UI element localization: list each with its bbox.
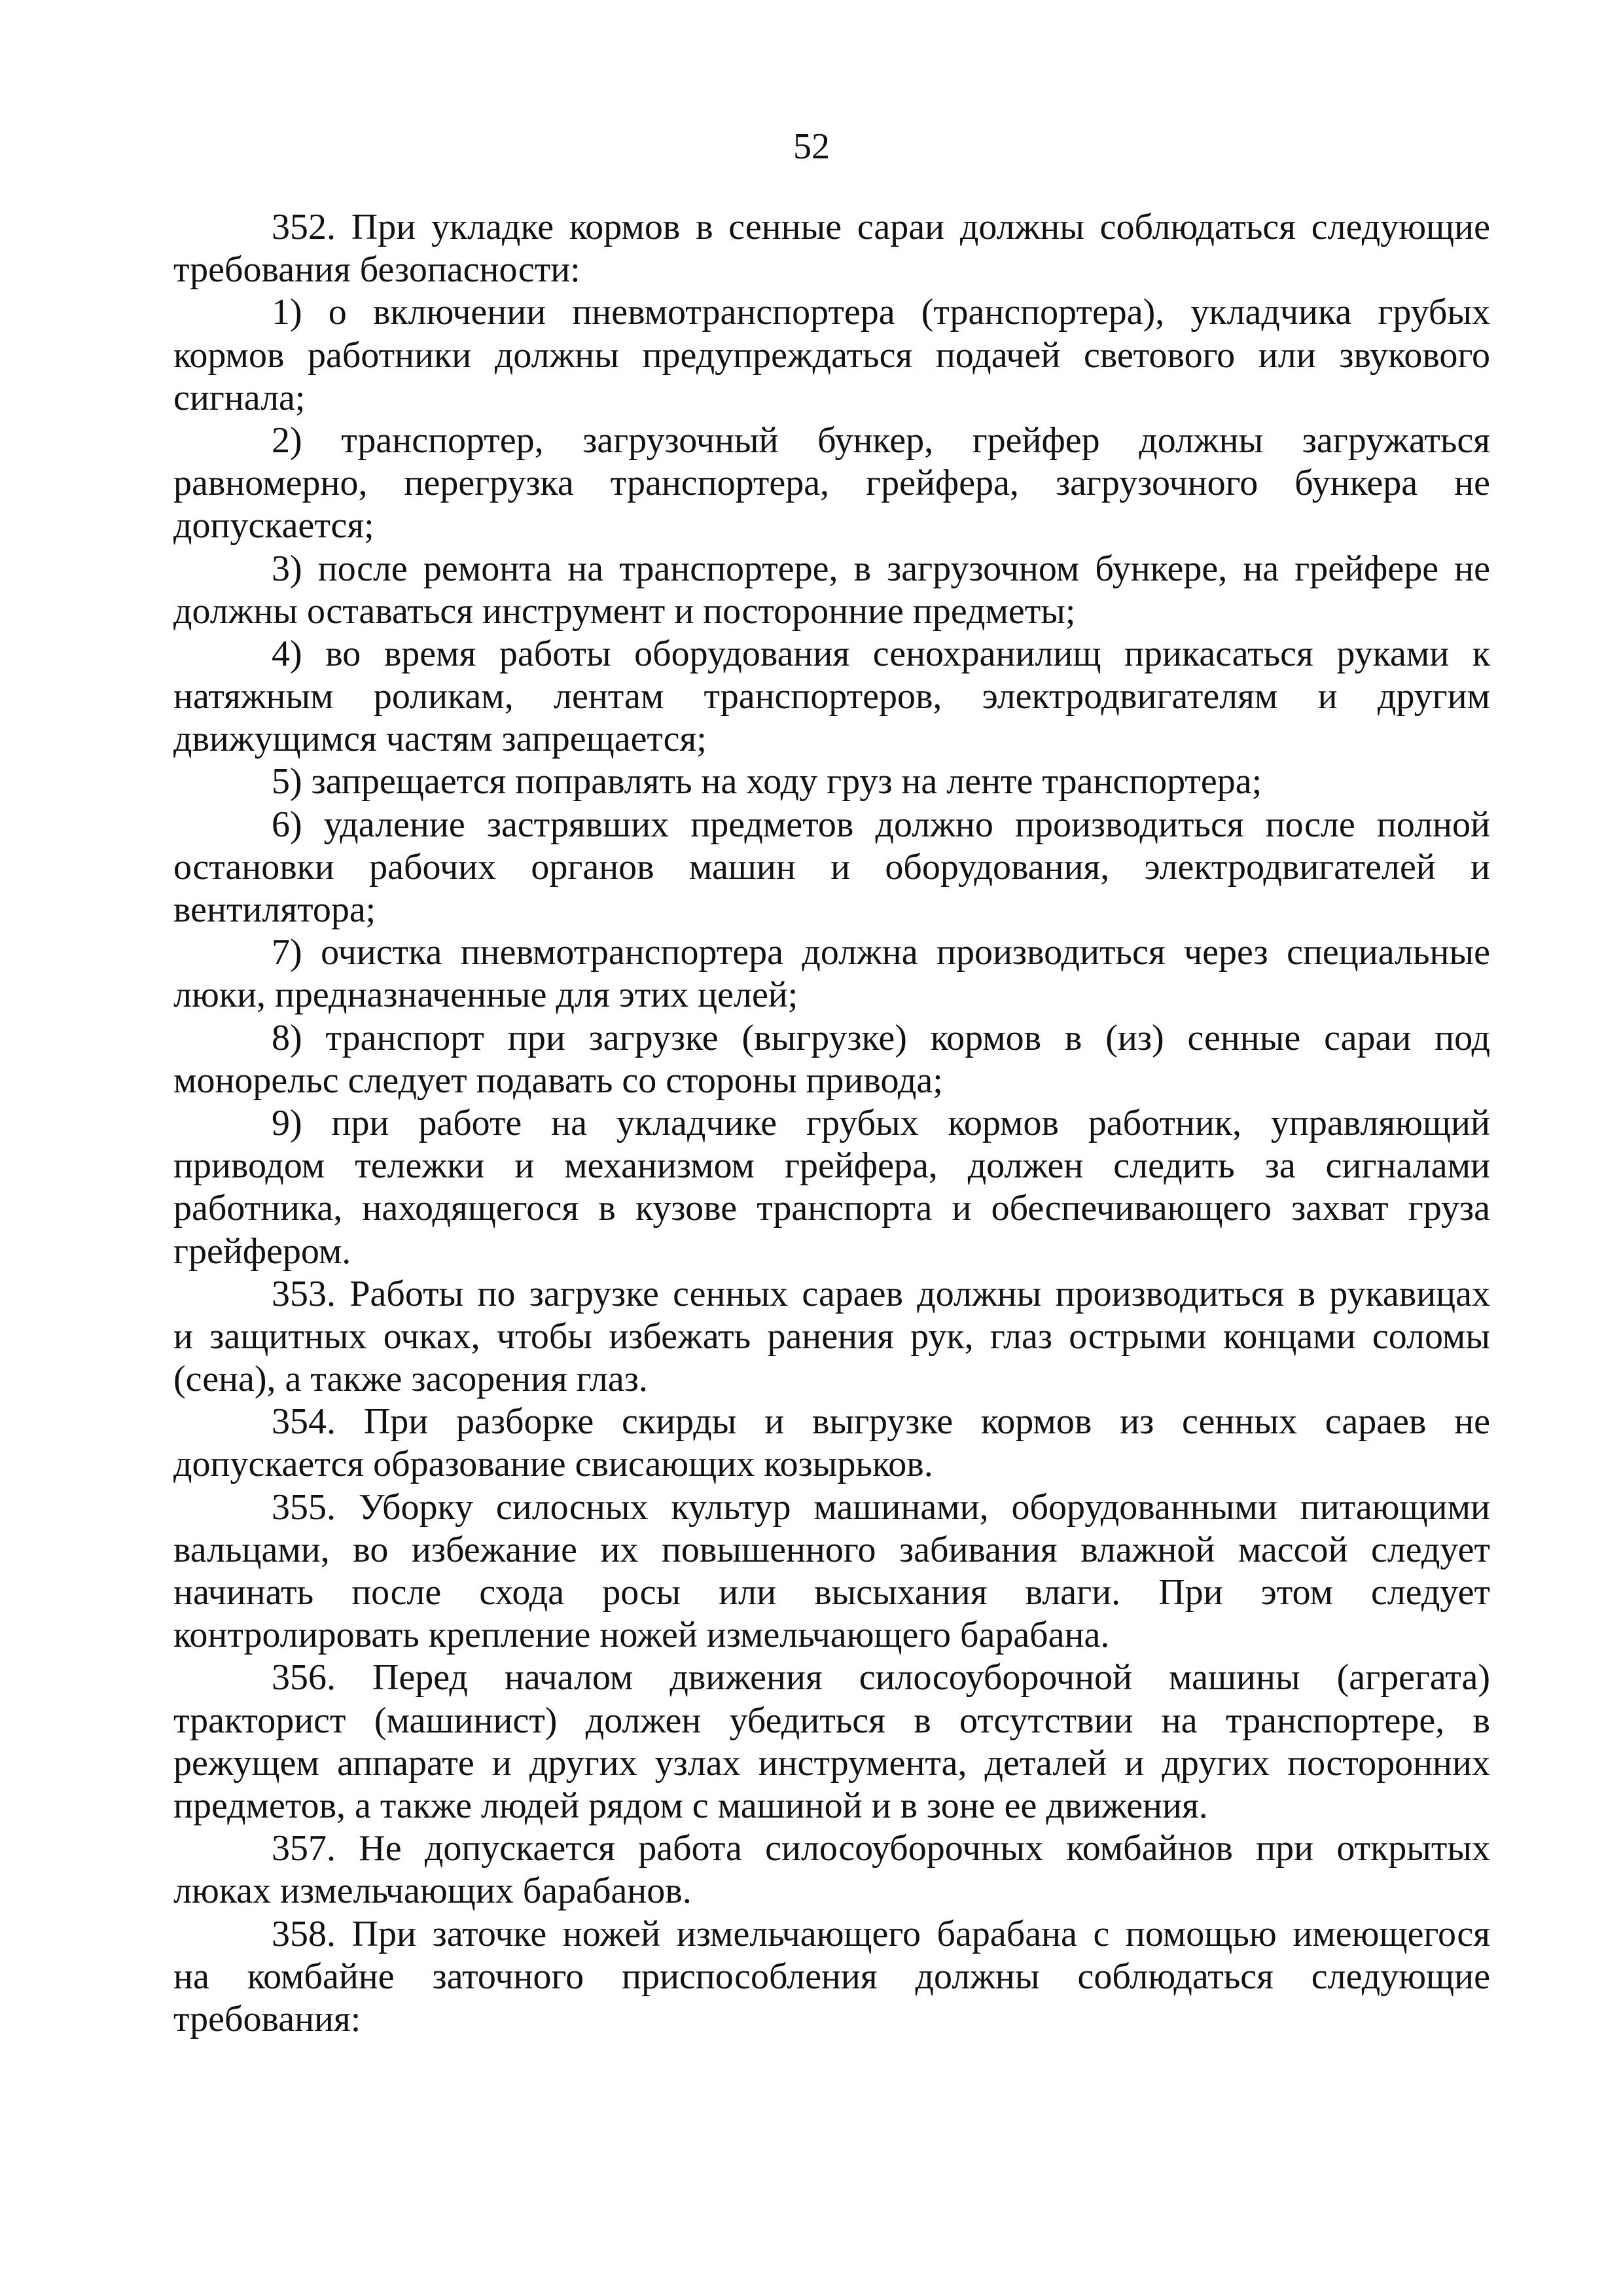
text-line: на комбайне заточного приспособления должны соблюдаться следующие	[173, 1956, 1490, 1997]
text-line: предметов, а также людей рядом с машиной и в зоне ее движения.	[173, 1785, 1208, 1826]
text-line: приводом тележки и механизмом грейфера, должен следить за сигналами	[173, 1145, 1490, 1187]
document-body	[173, 206, 1490, 2041]
paragraph	[173, 548, 1490, 633]
text-line: 357. Не допускается работа силосоуборочных комбайнов при открытых	[272, 1828, 1490, 1869]
page-number: 52	[793, 126, 830, 167]
text-line: (сена), а также засорения глаз.	[173, 1359, 648, 1400]
text-line: 6) удаление застрявших предметов должно производиться после полной	[272, 804, 1490, 845]
text-line: люках измельчающих барабанов.	[173, 1871, 692, 1912]
text-line: 7) очистка пневмотранспортера должна производиться через специальные	[272, 932, 1490, 973]
text-line: 5) запрещается поправлять на ходу груз на ленте транспортера;	[272, 761, 1262, 802]
text-line: допускается;	[173, 505, 374, 547]
paragraph	[173, 206, 1490, 291]
text-line: должны оставаться инструмент и посторонние предметы;	[173, 590, 1076, 632]
paragraph	[173, 1273, 1490, 1401]
text-line: и защитных очках, чтобы избежать ранения рук, глаз острыми концами соломы	[173, 1316, 1490, 1357]
text-line: начинать после схода росы или высыхания влаги. При этом следует	[173, 1572, 1490, 1613]
paragraph	[173, 1827, 1490, 1912]
text-line: допускается образование свисающих козырьков.	[173, 1444, 933, 1485]
text-line: 2) транспортер, загрузочный бункер, грейфер должны загружаться	[272, 420, 1490, 461]
text-line: 355. Уборку силосных культур машинами, оборудованными питающими	[272, 1486, 1490, 1528]
paragraph	[173, 1401, 1490, 1486]
text-line: движущимся частям запрещается;	[173, 719, 707, 760]
text-line: работника, находящегося в кузове транспорта и обеспечивающего захват груза	[173, 1188, 1490, 1229]
text-line: 3) после ремонта на транспортере, в загрузочном бункере, на грейфере не	[272, 548, 1490, 589]
paragraph	[173, 1486, 1490, 1657]
paragraph	[173, 804, 1490, 932]
text-line: 4) во время работы оборудования сенохранилищ прикасаться руками к	[272, 633, 1490, 674]
text-line: режущем аппарате и других узлах инструмента, деталей и других посторонних	[173, 1742, 1490, 1784]
text-line: равномерно, перегрузка транспортера, грейфера, загрузочного бункера не	[173, 463, 1490, 504]
text-line: 354. При разборке скирды и выгрузке кормов из сенных сараев не	[272, 1401, 1490, 1443]
text-line: 8) транспорт при загрузке (выгрузке) кормов в (из) сенные сараи под	[272, 1017, 1490, 1058]
text-line: вальцами, во избежание их повышенного забивания влажной массой следует	[173, 1529, 1490, 1570]
paragraph	[173, 761, 1490, 803]
text-line: 353. Работы по загрузке сенных сараев должны производиться в рукавицах	[272, 1273, 1490, 1314]
text-line: натяжным роликам, лентам транспортеров, электродвигателям и другим	[173, 676, 1490, 717]
paragraph	[173, 931, 1490, 1016]
text-line: монорельс следует подавать со стороны привода;	[173, 1060, 943, 1101]
paragraph	[173, 1657, 1490, 1827]
text-line: кормов работники должны предупреждаться подачей светового или звукового	[173, 334, 1490, 376]
text-line: требования безопасности:	[173, 249, 580, 291]
paragraph	[173, 1102, 1490, 1273]
text-line: контролировать крепление ножей измельчающего барабана.	[173, 1615, 1110, 1656]
paragraph	[173, 291, 1490, 420]
text-line: 9) при работе на укладчике грубых кормов работник, управляющий	[272, 1102, 1490, 1143]
paragraph	[173, 633, 1490, 761]
paragraph	[173, 420, 1490, 548]
text-line: грейфером.	[173, 1230, 351, 1272]
text-line: тракторист (машинист) должен убедиться в отсутствии на транспортере, в	[173, 1700, 1490, 1741]
text-line: остановки рабочих органов машин и оборудования, электродвигателей и	[173, 846, 1490, 888]
paragraph	[173, 1913, 1490, 2041]
text-line: 356. Перед началом движения силосоуборочной машины (агрегата)	[272, 1657, 1490, 1698]
text-line: требования:	[173, 1998, 361, 2039]
text-line: 1) о включении пневмотранспортера (транспортера), укладчика грубых	[272, 292, 1490, 333]
text-line: сигнала;	[173, 377, 306, 418]
text-line: вентилятора;	[173, 889, 376, 930]
text-line: 352. При укладке кормов в сенные сараи должны соблюдаться следующие	[272, 207, 1490, 247]
text-line: люки, предназначенные для этих целей;	[173, 975, 798, 1016]
text-line: 358. При заточке ножей измельчающего барабана с помощью имеющегося	[272, 1913, 1490, 1954]
paragraph	[173, 1017, 1490, 1102]
